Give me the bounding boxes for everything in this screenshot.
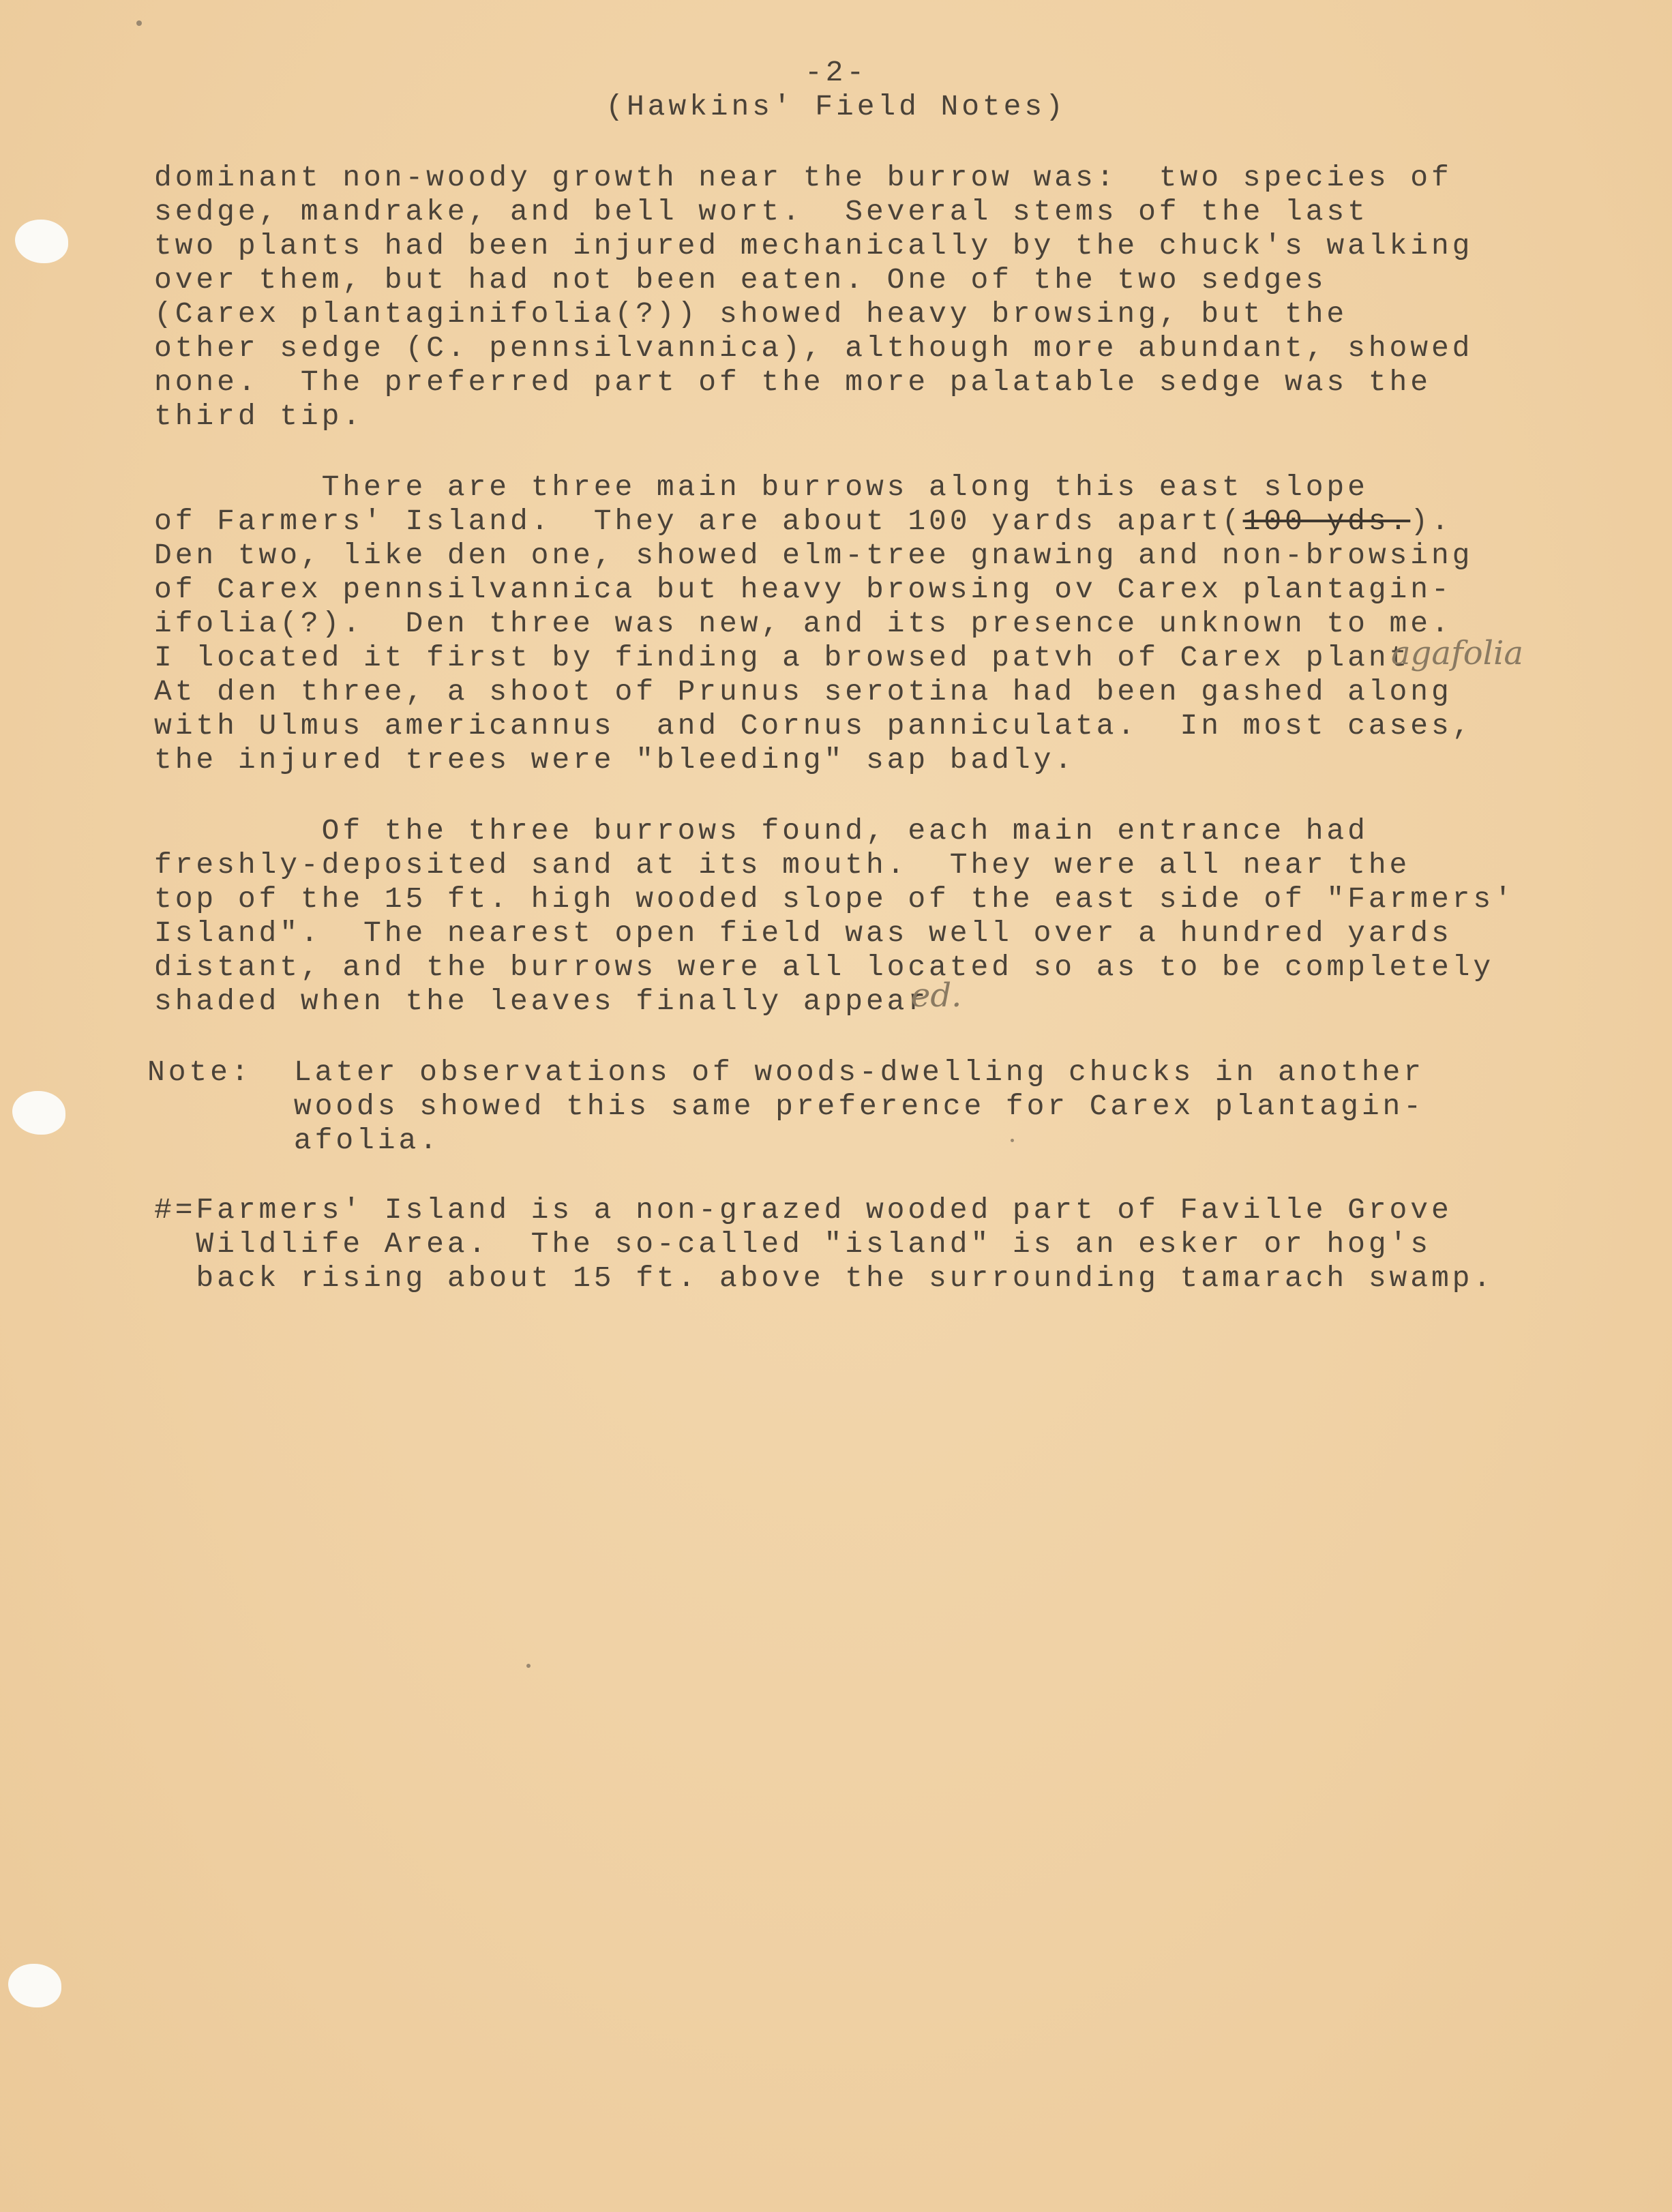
line-text-before: of Farmers' Island. They are about 100 yards apart(	[154, 505, 1243, 538]
paragraph-1-line: over them, but had not been eaten. One of the two sedges	[154, 263, 1327, 297]
handwritten-ending: ed.	[911, 976, 962, 1015]
page-number: -2-	[804, 56, 868, 89]
paragraph-2-line: the injured trees were "bleeding" sap badly.	[154, 743, 1075, 777]
paragraph-1-line: two plants had been injured mechanically by the chuck's walking	[154, 229, 1474, 263]
footnote-line: #=Farmers' Island is a non-grazed wooded part of Faville Grove	[154, 1193, 1452, 1227]
paragraph-2-line: of Carex pennsilvannica but heavy browsing ov Carex plantagin-	[154, 573, 1452, 606]
paragraph-1-line: none. The preferred part of the more palatable sedge was the	[154, 365, 1431, 399]
paragraph-3-line: top of the 15 ft. high wooded slope of the east side of "Farmers'	[154, 882, 1515, 916]
punch-hole-bottom	[8, 1964, 61, 2007]
paragraph-3-line: Of the three burrows found, each main entrance had	[154, 814, 1369, 848]
paragraph-1-line: sedge, mandrake, and bell wort. Several stems of the last	[154, 195, 1369, 228]
line-text-after: ).	[1410, 505, 1452, 538]
handwritten-insert: agafolia	[1391, 634, 1523, 672]
paragraph-1-line: other sedge (C. pennsilvannica), although more abundant, showed	[154, 331, 1474, 365]
footnote-line: Wildlife Area. The so-called "island" is an esker or hog's	[154, 1227, 1431, 1261]
paper-speck	[526, 1664, 531, 1668]
footnote-line: back rising about 15 ft. above the surrounding tamarach swamp.	[154, 1261, 1495, 1295]
paper-speck	[136, 20, 142, 26]
paragraph-2-line: At den three, a shoot of Prunus serotina had been gashed along	[154, 675, 1452, 708]
paragraph-2-line: There are three main burrows along this east slope	[154, 470, 1369, 504]
note-line: afolia.	[147, 1124, 441, 1157]
paragraph-3-line: freshly-deposited sand at its mouth. They were all near the	[154, 848, 1411, 882]
paragraph-1-line: third tip.	[154, 400, 364, 433]
note-line: woods showed this same preference for Carex plantagin-	[147, 1090, 1424, 1123]
paragraph-2-line: I located it first by finding a browsed patvh of Carex plant	[154, 641, 1411, 674]
punch-hole-middle	[12, 1091, 65, 1135]
paragraph-2-line: with Ulmus americannus and Cornus panniculata. In most cases,	[154, 709, 1474, 743]
paragraph-3-line: Island". The nearest open field was well over a hundred yards	[154, 916, 1452, 950]
paragraph-3-line: shaded when the leaves finally appear	[154, 985, 929, 1018]
paragraph-2-line: Den two, like den one, showed elm-tree gnawing and non-browsing	[154, 539, 1474, 572]
struck-text: 100 yds.	[1242, 505, 1411, 538]
paragraph-1-line: (Carex plantaginifolia(?)) showed heavy browsing, but the	[154, 297, 1348, 331]
paragraph-2-line: ifolia(?). Den three was new, and its presence unknown to me.	[154, 607, 1452, 640]
paper-speck	[1011, 1139, 1014, 1142]
paragraph-1-line: dominant non-woody growth near the burrow was: two species of	[154, 161, 1452, 194]
paragraph-2-line-struck	[154, 505, 1452, 539]
page-subtitle: (Hawkins' Field Notes)	[606, 90, 1066, 123]
paragraph-3-line: distant, and the burrows were all located so as to be completely	[154, 951, 1495, 984]
punch-hole-top	[15, 220, 68, 263]
note-line: Note: Later observations of woods-dwelling chucks in another	[147, 1056, 1424, 1089]
